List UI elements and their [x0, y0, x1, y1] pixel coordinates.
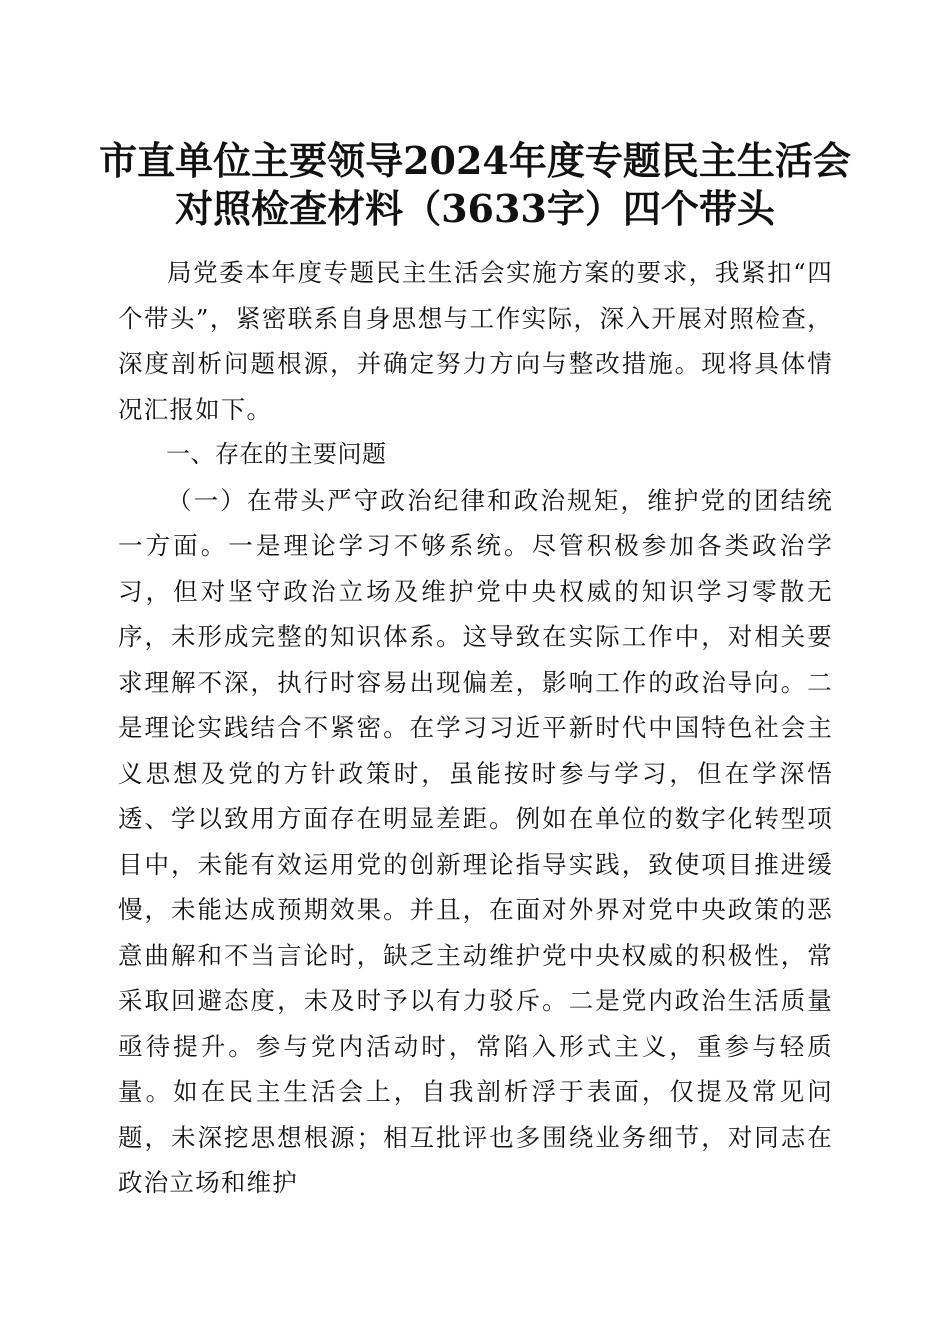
document-body — [118, 250, 833, 1206]
section-paragraph: （一）在带头严守政治纪律和政治规矩，维护党的团结统一方面。一是理论学习不够系统。尽管积极参加各类政治学习，但对坚守政治立场及维护党中央权威的知识学习零散无序，未形成完整的知识体系。这导致在实际工作中，对相关要求理解不深，执行时容易出现偏差，影响工作的政治导向。二是理论实践结合不紧密。在学习习近平新时代中国特色社会主义思想及党的方针政策时，虽能按时参与学习，但在学深悟透、学以致用方面存在明显差距。例如在单位的数字化转型项目中，未能有效运用党的创新理论指导实践，致使项目推进缓慢，未能达成预期效果。并且，在面对外界对党中央政策的恶意曲解和不当言论时，缺乏主动维护党中央权威的积极性，常采取回避态度，未及时予以有力驳斥。二是党内政治生活质量亟待提升。参与党内活动时，常陷入形式主义，重参与轻质量。如在民主生活会上，自我剖析浮于表面，仅提及常见问题，未深挖思想根源；相互批评也多围绕业务细节，对同志在政治立场和维护 — [118, 485, 833, 1197]
intro-paragraph: 局党委本年度专题民主生活会实施方案的要求，我紧扣“四个带头”，紧密联系自身思想与工作实际，深入开展对照检查，深度剖析问题根源，并确定努力方向与整改措施。现将具体情况汇报如下。 — [118, 258, 833, 424]
document-title-line-2: 对照检查材料（3633字）四个带头 — [175, 186, 775, 231]
section-heading: 一、存在的主要问题 — [166, 440, 387, 468]
document-title-line-1: 市直单位主要领导2024年度专题民主生活会 — [99, 138, 851, 183]
